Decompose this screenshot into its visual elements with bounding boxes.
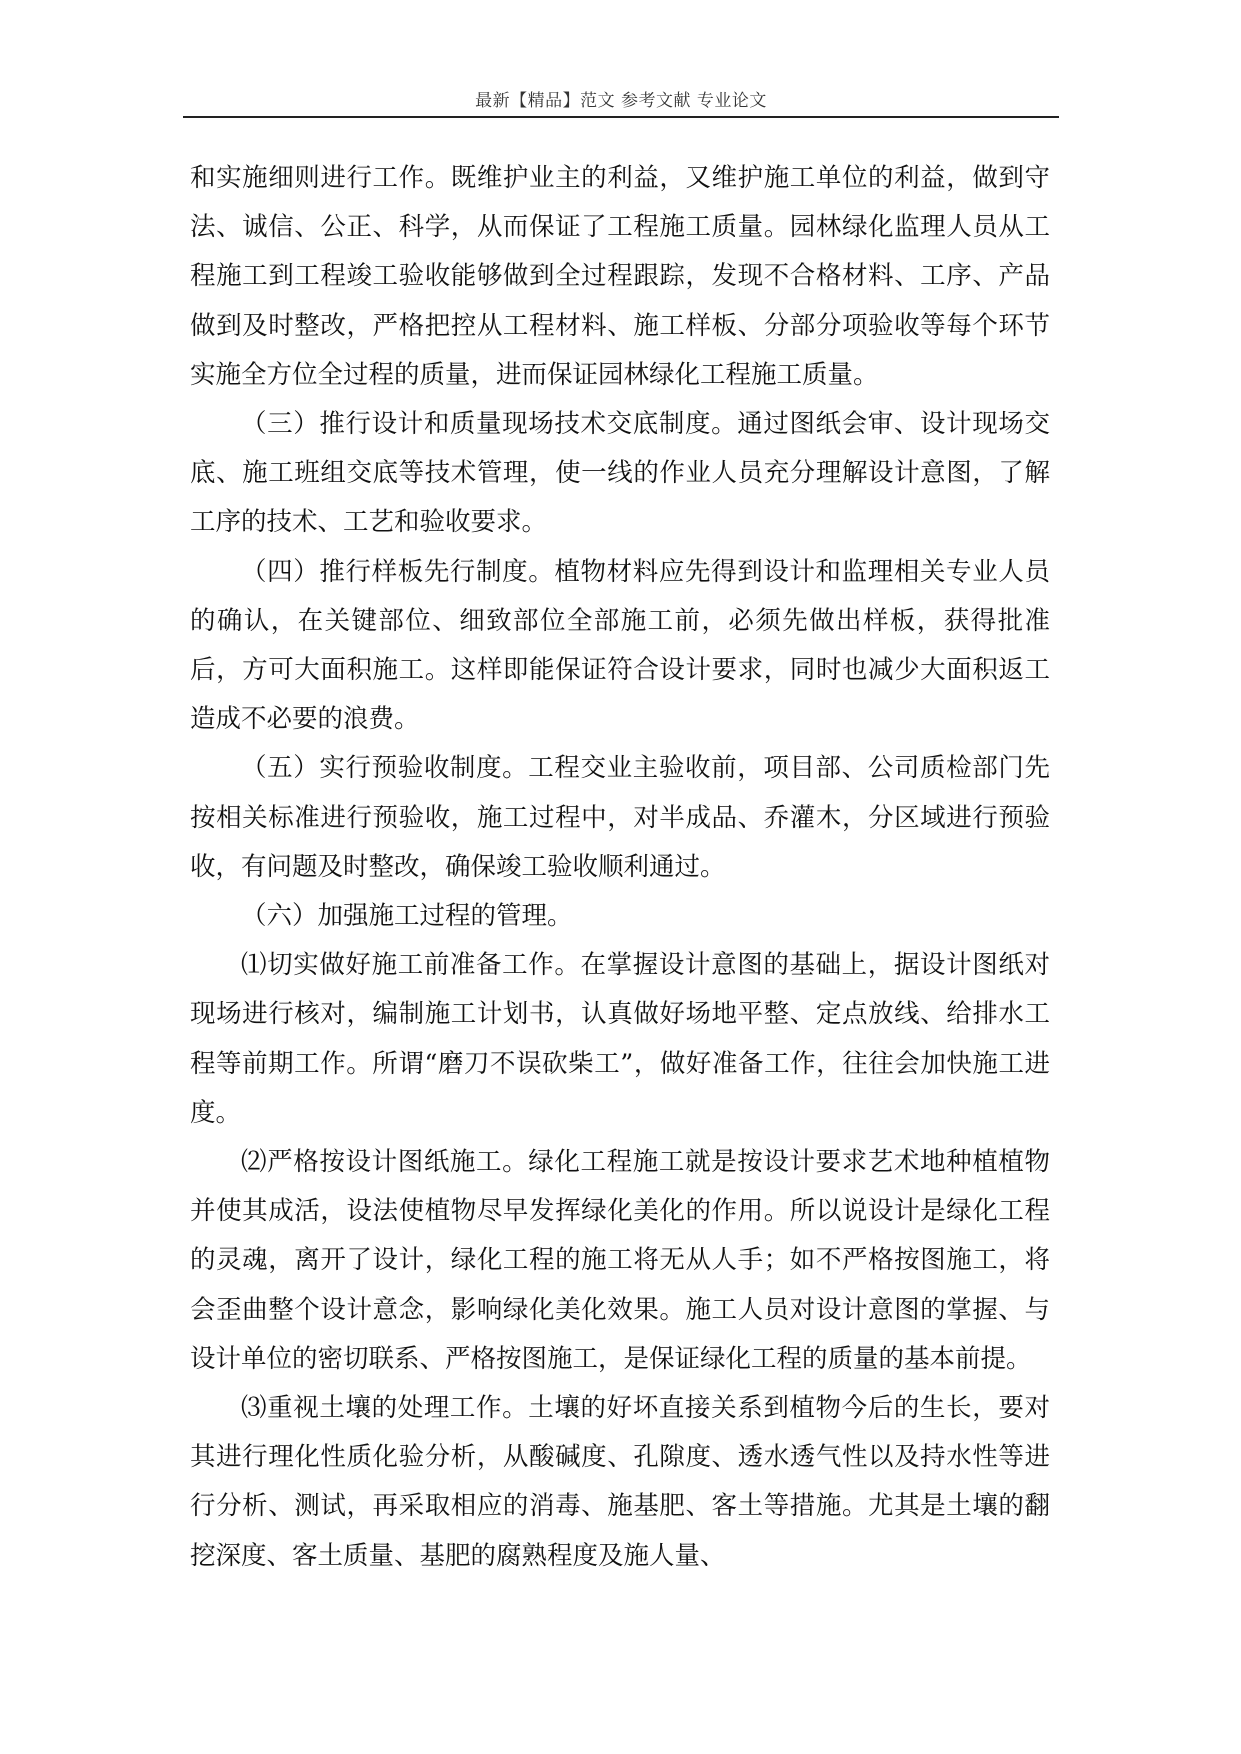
document-body <box>190 154 1050 1581</box>
paragraph-section-4: （四）推行样板先行制度。植物材料应先得到设计和监理相关专业人员的确认，在关键部位、细致部位全部施工前，必须先做出样板，获得批准后，方可大面积施工。这样即能保证符合设计要求，同时也减少大面积返工造成不必要的浪费。 <box>190 556 1050 735</box>
paragraph-continuation: 和实施细则进行工作。既维护业主的利益，又维护施工单位的利益，做到守法、诚信、公正、科学，从而保证了工程施工质量。园林绿化监理人员从工程施工到工程竣工验收能够做到全过程跟踪，发现不合格材料、工序、产品做到及时整改，严格把控从工程材料、施工样板、分部分项验收等每个环节实施全方位全过程的质量，进而保证园林绿化工程施工质量。 <box>190 163 1050 390</box>
paragraph-item-1: ⑴切实做好施工前准备工作。在掌握设计意图的基础上，据设计图纸对现场进行核对，编制施工计划书，认真做好场地平整、定点放线、给排水工程等前期工作。所谓“磨刀不误砍柴工”，做好准备工作，往往会加快施工进度。 <box>190 950 1050 1128</box>
paragraph-item-3: ⑶重视土壤的处理工作。土壤的好坏直接关系到植物今后的生长，要对其进行理化性质化验分析，从酸碱度、孔隙度、透水透气性以及持水性等进行分析、测试，再采取相应的消毒、施基肥、客土等措施。尤其是土壤的翻挖深度、客土质量、基肥的腐熟程度及施人量、 <box>190 1393 1050 1571</box>
page-header: 最新【精品】范文 参考文献 专业论文 <box>475 91 767 111</box>
paragraph-section-3: （三）推行设计和质量现场技术交底制度。通过图纸会审、设计现场交底、施工班组交底等技术管理，使一线的作业人员充分理解设计意图，了解工序的技术、工艺和验收要求。 <box>190 409 1050 538</box>
paragraph-section-5: （五）实行预验收制度。工程交业主验收前，项目部、公司质检部门先按相关标准进行预验收，施工过程中，对半成品、乔灌木，分区域进行预验收，有问题及时整改，确保竣工验收顺利通过。 <box>190 753 1050 882</box>
paragraph-item-2: ⑵严格按设计图纸施工。绿化工程施工就是按设计要求艺术地种植植物并使其成活，设法使植物尽早发挥绿化美化的作用。所以说设计是绿化工程的灵魂，离开了设计，绿化工程的施工将无从人手；如不严格按图施工，将会歪曲整个设计意念，影响绿化美化效果。施工人员对设计意图的掌握、与设计单位的密切联系、严格按图施工，是保证绿化工程的质量的基本前提。 <box>190 1147 1050 1374</box>
header-divider <box>183 116 1059 118</box>
paragraph-section-6-heading: （六）加强施工过程的管理。 <box>241 901 573 932</box>
